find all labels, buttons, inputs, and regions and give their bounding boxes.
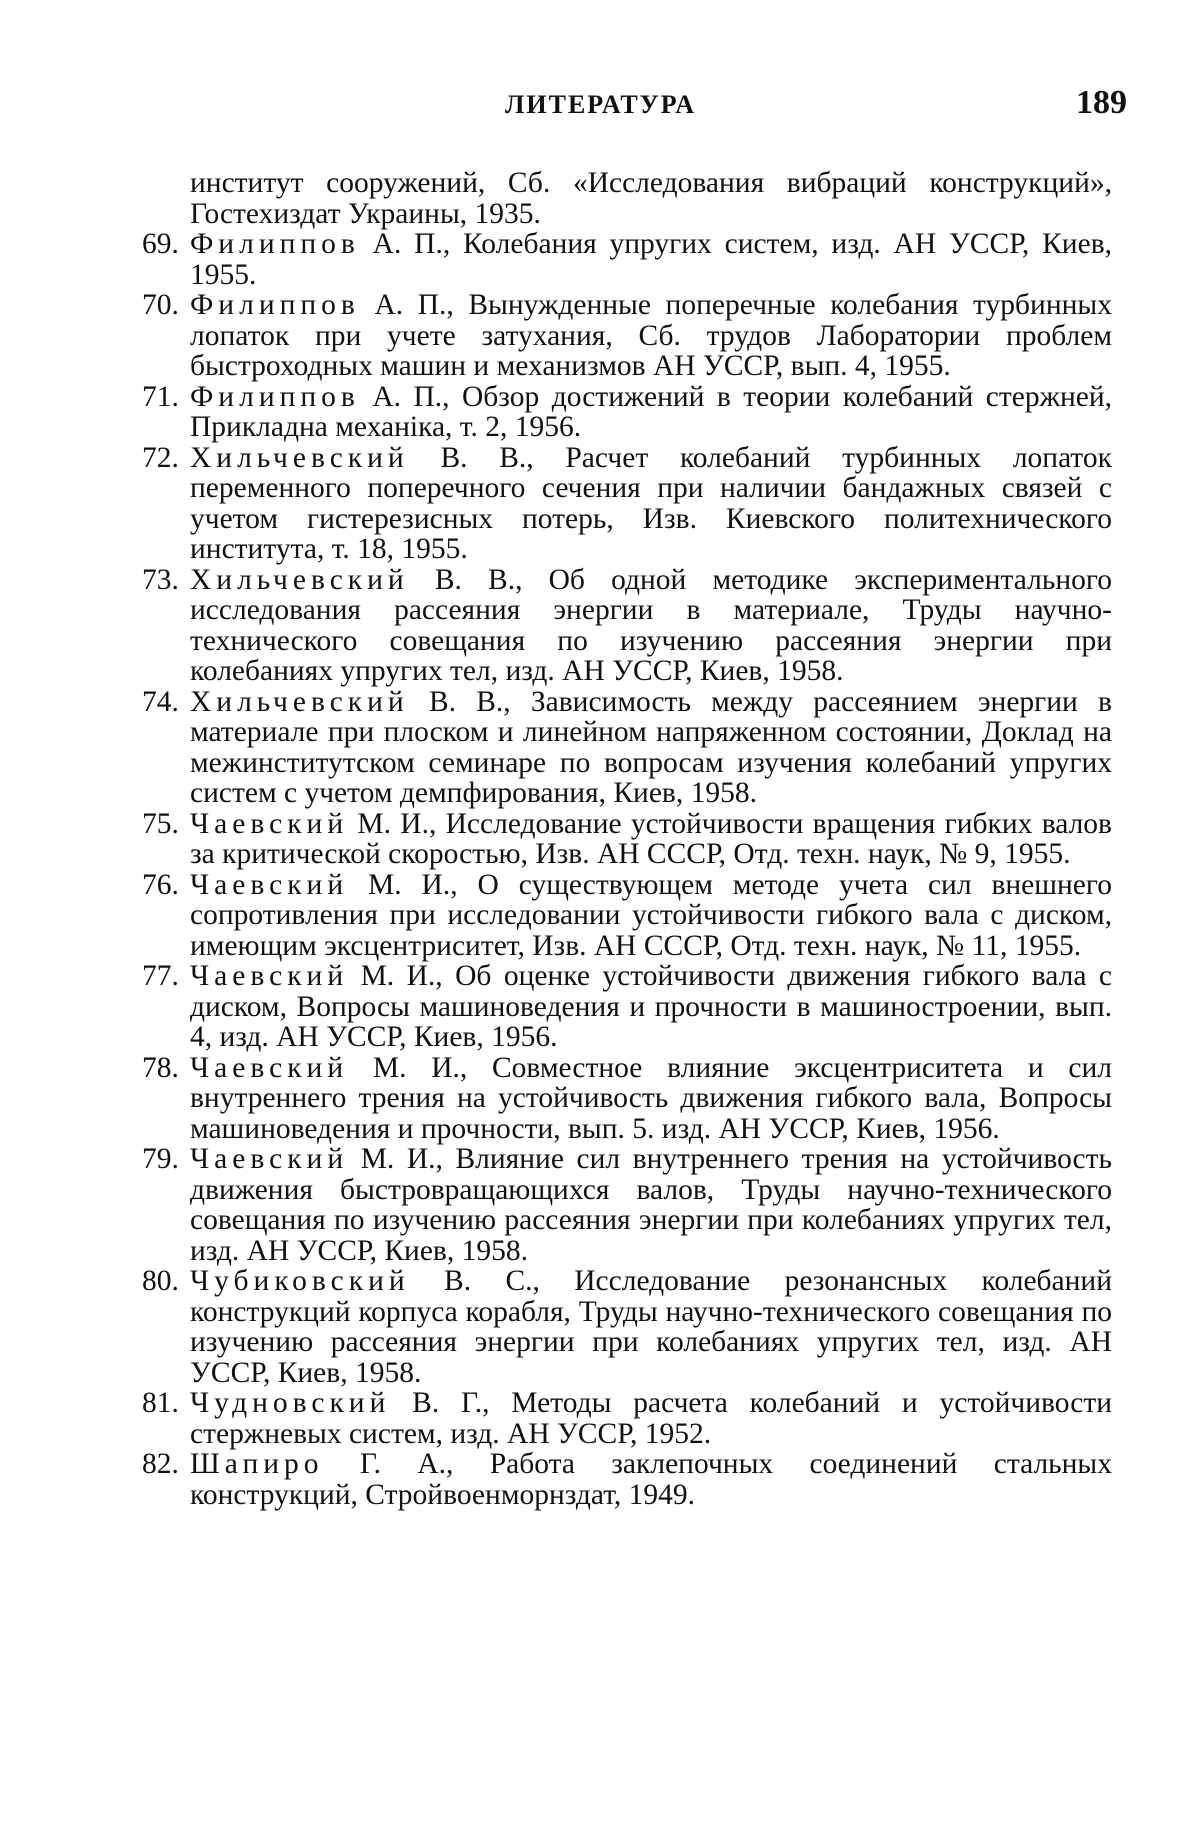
reference-text: М. И., Совместное влияние эксцентриситета и сил внутреннего трения на устойчивость движения гибкого вала, Вопросы машиноведения и прочности, вып. 5. изд. АН УССР, Киев, 1956. <box>190 1052 1112 1145</box>
reference-author: Хильчевский <box>190 564 409 596</box>
reference-text: В. Г., Методы расчета колебаний и устойчивости стержневых систем, изд. АН УССР, 1952. <box>190 1387 1112 1450</box>
reference-author: Филиппов <box>190 381 360 413</box>
reference-number: 71. <box>142 382 179 413</box>
reference-number: 72. <box>142 443 179 474</box>
reference-item-73 <box>148 565 1112 687</box>
reference-author: Чаевский <box>190 1052 348 1084</box>
reference-number: 76. <box>142 870 179 901</box>
reference-text: М. И., Влияние сил внутреннего трения на устойчивость движения быстровращающихся валов, Труды научно-технического совещания по изучению рассеяния энергии при колебаниях упругих тел, изд. АН УССР, Киев, 1958. <box>190 1143 1112 1267</box>
reference-text: А. П., Обзор достижений в теории колебаний стержней, Прикладна механіка, т. 2, 1956. <box>190 381 1112 444</box>
reference-number: 77. <box>142 961 179 992</box>
reference-number: 78. <box>142 1053 179 1084</box>
reference-author: Хильчевский <box>190 442 409 474</box>
reference-item-79 <box>148 1144 1112 1266</box>
reference-text: М. И., Исследование устойчивости вращения гибких валов за критической скоростью, Изв. АН СССР, Отд. техн. наук, № 9, 1955. <box>190 808 1112 871</box>
reference-text: Г. А., Работа заклепочных соединений стальных конструкций, Стройвоенморнздат, 1949. <box>190 1448 1112 1511</box>
reference-number: 74. <box>142 687 179 718</box>
reference-number: 69. <box>142 229 179 260</box>
reference-author: Чаевский <box>190 960 348 992</box>
reference-item-77 <box>148 961 1112 1053</box>
reference-item-71 <box>148 382 1112 443</box>
reference-item-74 <box>148 687 1112 809</box>
reference-text: М. И., О существующем методе учета сил внешнего сопротивления при исследовании устойчивости гибкого вала с диском, имеющим эксцентриситет, Изв. АН СССР, Отд. техн. наук, № 11, 1955. <box>190 869 1112 962</box>
reference-author: Чаевский <box>190 808 348 840</box>
reference-author: Чубиковский <box>190 1265 410 1297</box>
reference-item-78 <box>148 1053 1112 1145</box>
reference-author: Чаевский <box>190 1143 348 1175</box>
running-head <box>0 84 1200 124</box>
reference-author: Филиппов <box>190 289 360 321</box>
reference-author: Чаевский <box>190 869 348 901</box>
book-page <box>0 0 1200 1842</box>
reference-author: Хильчевский <box>190 686 409 718</box>
reference-number: 79. <box>142 1144 179 1175</box>
reference-number: 75. <box>142 809 179 840</box>
running-title: ЛИТЕРАТУРА <box>505 90 696 120</box>
reference-number: 70. <box>142 290 179 321</box>
reference-text: В. В., Об одной методике экспериментального исследования рассеяния энергии в материале, Труды научно-технического совещания по изучению рассеяния энергии при колебаниях упругих тел, изд. АН УССР, Киев, 1958. <box>190 564 1112 688</box>
reference-number: 80. <box>142 1266 179 1297</box>
reference-text: В. В., Зависимость между рассеянием энергии в материале при плоском и линейном напряженном состоянии, Доклад на межинститутском семинаре по вопросам изучения колебаний упругих систем с учетом демпфирования, Киев, 1958. <box>190 686 1112 810</box>
reference-list <box>148 168 1112 1510</box>
reference-author: Чудновский <box>190 1387 390 1419</box>
reference-text: А. П., Вынужденные поперечные колебания турбинных лопаток при учете затухания, Сб. трудов Лаборатории проблем быстроходных машин и механизмов АН УССР, вып. 4, 1955. <box>190 289 1112 382</box>
reference-author: Филиппов <box>190 228 360 260</box>
reference-author: Шапиро <box>190 1448 324 1480</box>
reference-text: А. П., Колебания упругих систем, изд. АН УССР, Киев, 1955. <box>190 228 1112 291</box>
reference-number: 82. <box>142 1449 179 1480</box>
reference-item-76 <box>148 870 1112 962</box>
reference-text: институт сооружений, Сб. «Исследования вибраций конструкций», Гостехиздат Украины, 1935. <box>190 167 1112 230</box>
page-number: 189 <box>1076 84 1127 122</box>
reference-item-75 <box>148 809 1112 870</box>
reference-number: 73. <box>142 565 179 596</box>
reference-item-81 <box>148 1388 1112 1449</box>
reference-text: В. С., Исследование резонансных колебаний конструкций корпуса корабля, Труды научно-технического совещания по изучению рассеяния энергии при колебаниях упругих тел, изд. АН УССР, Киев, 1958. <box>190 1265 1112 1389</box>
reference-text: В. В., Расчет колебаний турбинных лопаток переменного поперечного сечения при наличии бандажных связей с учетом гистерезисных потерь, Изв. Киевского политехнического института, т. 18, 1955. <box>190 442 1112 566</box>
reference-item-69 <box>148 229 1112 290</box>
reference-number: 81. <box>142 1388 179 1419</box>
reference-item-80 <box>148 1266 1112 1388</box>
reference-text: М. И., Об оценке устойчивости движения гибкого вала с диском, Вопросы машиноведения и прочности в машиностроении, вып. 4, изд. АН УССР, Киев, 1956. <box>190 960 1112 1053</box>
reference-item-70 <box>148 290 1112 382</box>
reference-item-82 <box>148 1449 1112 1510</box>
reference-item-72 <box>148 443 1112 565</box>
reference-continuation <box>148 168 1112 229</box>
